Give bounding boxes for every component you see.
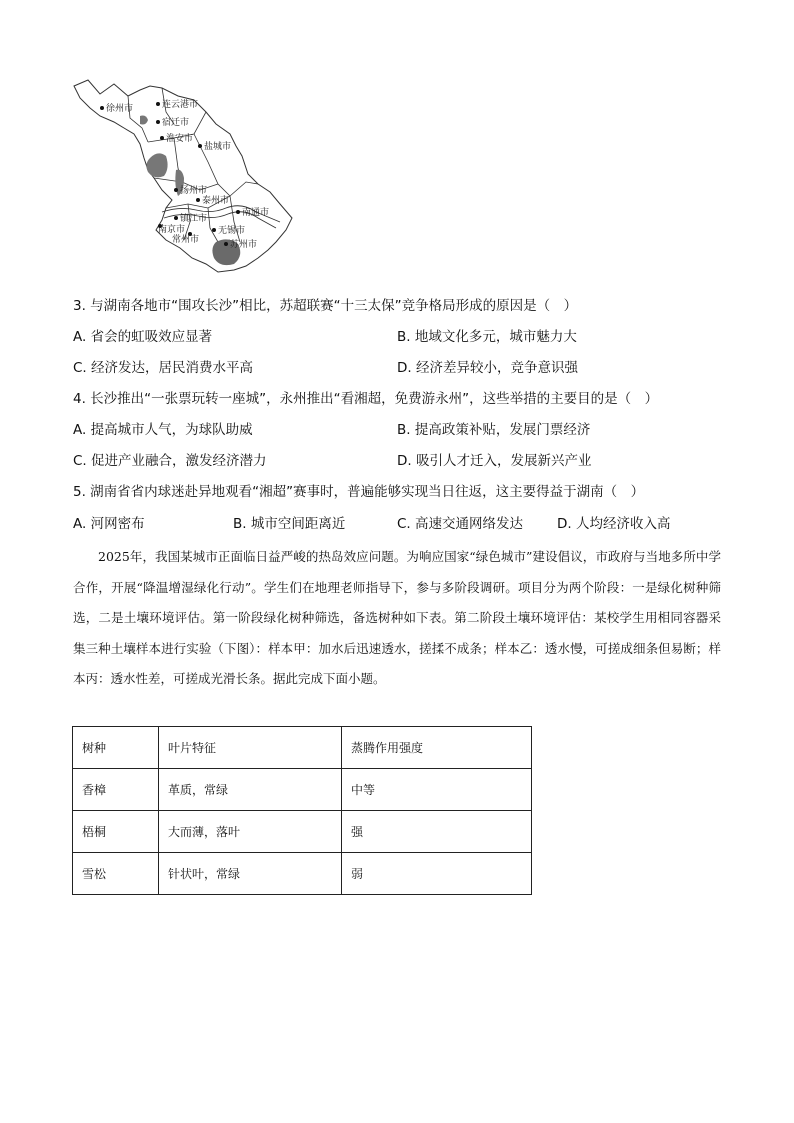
table-row bbox=[73, 811, 532, 853]
passage-text: 2025年，我国某城市正面临日益严峻的热岛效应问题。为响应国家“绿色城市”建设倡议，市政府与当地多所中学合作，开展“降温增湿绿化行动”。学生们在地理老师指导下，参与多阶段调研。项目分为两个阶段：一是绿化树种筛选，二是土壤环境评估。第一阶段绿化树种筛选，备选树种如下表。第二阶段土壤环境评估：某校学生用相同容器采集三种土壤样本进行实验（下图）：样本甲：加水后迅速透水，搓揉不成条；样本乙：透水慢，可搓成细条但易断；样本丙：透水性差，可搓成光滑长条。据此完成下面小题。 bbox=[73, 549, 721, 686]
q5-option-c[interactable]: C. 高速交通网络发达 bbox=[397, 516, 524, 532]
city-label: 泰州市 bbox=[202, 196, 230, 206]
city-label: 南京市 bbox=[158, 225, 186, 235]
q5-option-a[interactable]: A. 河网密布 bbox=[73, 516, 145, 532]
tree-species-table bbox=[72, 726, 532, 895]
q4-option-b[interactable]: B. 提高政策补贴，发展门票经济 bbox=[397, 422, 591, 438]
q3-option-c[interactable]: C. 经济发达，居民消费水平高 bbox=[73, 360, 254, 376]
table-cell: 大而薄，落叶 bbox=[159, 811, 342, 853]
table-cell: 针状叶，常绿 bbox=[159, 853, 342, 895]
city-label: 无锡市 bbox=[218, 226, 246, 236]
city-label: 镇江市 bbox=[180, 214, 208, 224]
q4-option-c[interactable]: C. 促进产业融合，激发经济潜力 bbox=[73, 453, 267, 469]
jiangsu-map bbox=[70, 72, 296, 278]
question-4-stem: 4. 长沙推出“一张票玩转一座城”，永州推出“看湘超，免费游永州”，这些举措的主要目的是（ ） bbox=[73, 391, 659, 407]
table-cell: 梧桐 bbox=[73, 811, 159, 853]
table-header: 树种 bbox=[73, 727, 159, 769]
table-cell: 强 bbox=[342, 811, 532, 853]
table-row bbox=[73, 769, 532, 811]
q5-option-b[interactable]: B. 城市空间距离近 bbox=[233, 516, 346, 532]
q4-option-d[interactable]: D. 吸引人才迁入，发展新兴产业 bbox=[397, 453, 592, 469]
city-label: 常州市 bbox=[172, 235, 200, 245]
table-header: 叶片特征 bbox=[159, 727, 342, 769]
table-header: 蒸腾作用强度 bbox=[342, 727, 532, 769]
city-label: 连云港市 bbox=[162, 100, 199, 110]
table-header-row bbox=[73, 727, 532, 769]
question-5-stem: 5. 湖南省省内球迷赴异地观看“湘超”赛事时，普遍能够实现当日往返，这主要得益于湖南（ ） bbox=[73, 484, 645, 500]
q3-option-a[interactable]: A. 省会的虹吸效应显著 bbox=[73, 329, 213, 345]
q3-option-d[interactable]: D. 经济差异较小，竞争意识强 bbox=[397, 360, 578, 376]
city-label: 徐州市 bbox=[106, 104, 134, 114]
city-label: 宿迁市 bbox=[162, 118, 190, 128]
city-label: 盐城市 bbox=[204, 142, 232, 152]
table-cell: 革质，常绿 bbox=[159, 769, 342, 811]
city-label: 南通市 bbox=[242, 208, 270, 218]
city-label: 苏州市 bbox=[230, 240, 258, 250]
table-cell: 雪松 bbox=[73, 853, 159, 895]
reading-passage bbox=[73, 542, 721, 695]
table-cell: 弱 bbox=[342, 853, 532, 895]
q4-option-a[interactable]: A. 提高城市人气，为球队助威 bbox=[73, 422, 253, 438]
table-cell: 香樟 bbox=[73, 769, 159, 811]
table-row bbox=[73, 853, 532, 895]
table-cell: 中等 bbox=[342, 769, 532, 811]
city-label: 扬州市 bbox=[180, 186, 208, 196]
question-3-stem: 3. 与湖南各地市“围攻长沙”相比，苏超联赛“十三太保”竞争格局形成的原因是（ ） bbox=[73, 298, 578, 314]
q5-option-d[interactable]: D. 人均经济收入高 bbox=[557, 516, 671, 532]
city-label: 淮安市 bbox=[166, 134, 194, 144]
q3-option-b[interactable]: B. 地域文化多元，城市魅力大 bbox=[397, 329, 577, 345]
